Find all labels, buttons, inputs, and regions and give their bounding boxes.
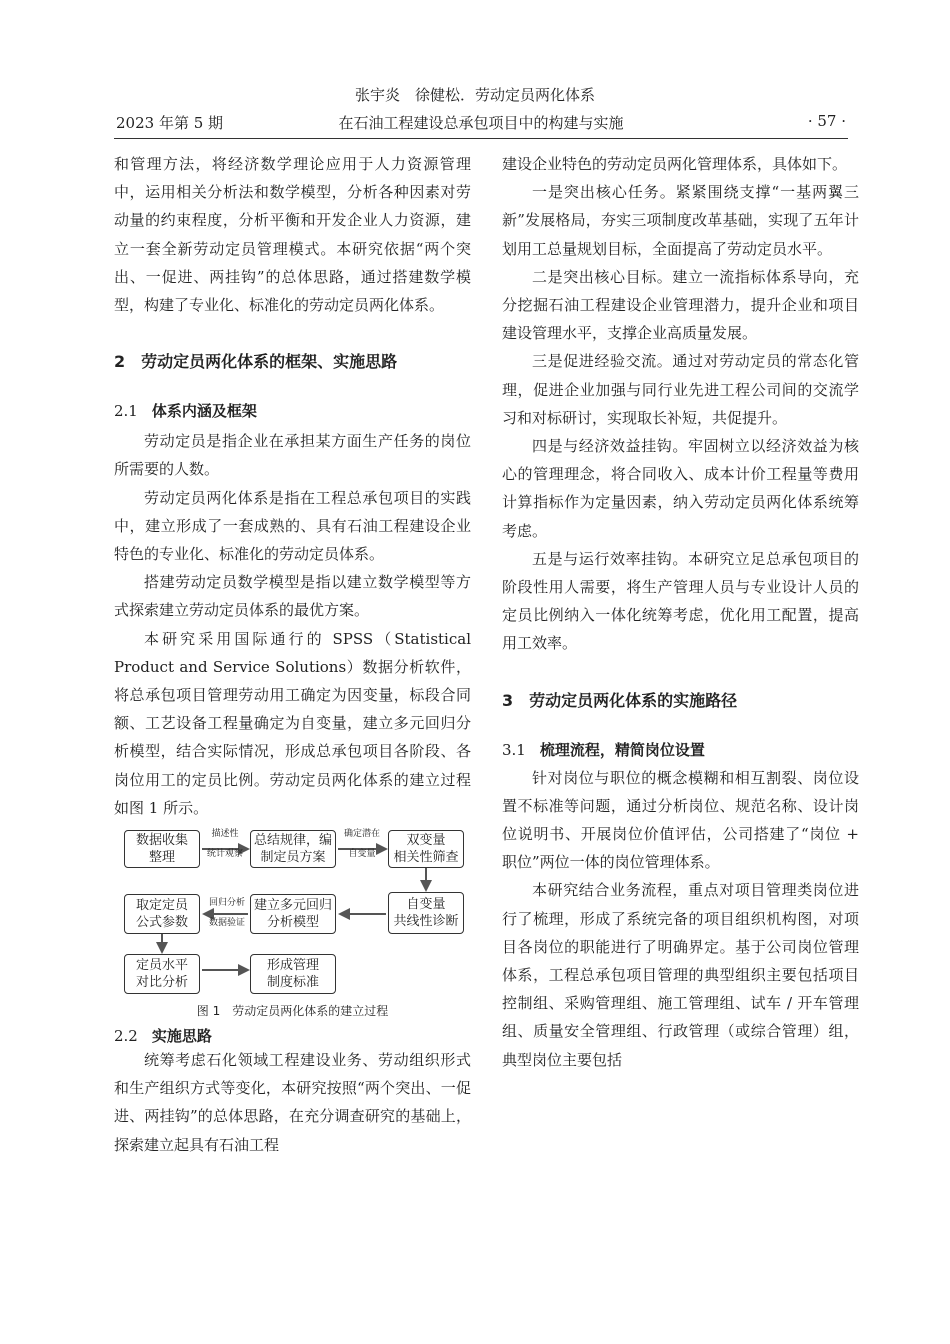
paragraph: 四是与经济效益挂钩。牢固树立以经济效益为核心的管理理念，将合同收入、成本计价工程量等费用计算指标作为定量因素，纳入劳动定员两化体系统筹考虑。 xyxy=(502,437,859,540)
figure-1-flowchart xyxy=(114,829,471,991)
flow-label: 描述性 统计观察 xyxy=(206,829,243,860)
section-heading-3: 3 劳动定员两化体系的实施路径 xyxy=(502,690,738,710)
running-header-authors: 张宇炎 徐健松．劳动定员两化体系 xyxy=(354,86,595,104)
flow-label: 确定潜在 自变量 xyxy=(343,829,380,860)
subsection-heading-2-1: 2.1 体系内涵及框架 xyxy=(114,402,257,421)
running-header xyxy=(116,112,846,134)
paragraph: 和管理方法，将经济数学理论应用于人力资源管理中，运用相关分析法和数学模型，分析各种因素对劳动量的约束程度，分析平衡和开发企业人力资源，建立一套全新劳动定员管理模式。本研究依据“两个突出、一促进、两挂钩”的总体思路，通过搭建数学模型，构建了专业化、标准化的劳动定员两化体系。 xyxy=(114,155,471,315)
paragraph: 建设企业特色的劳动定员两化管理体系，具体如下。 xyxy=(502,155,848,173)
paragraph: 三是促进经验交流。通过对劳动定员的常态化管理，促进企业加强与同行业先进工程公司间的交流学习和对标研讨，实现取长补短，共促提升。 xyxy=(502,352,859,427)
paragraph: 五是与运行效率挂钩。本研究立足总承包项目的阶段性用人需要，将生产管理人员与专业设计人员的定员比例纳入一体化统筹考虑，优化用工配置，提高用工效率。 xyxy=(502,549,859,653)
flow-label: 回归分析 数据验证 xyxy=(208,898,245,929)
paragraph: 二是突出核心目标。建立一流指标体系导向，充分挖掘石油工程建设企业管理潜力，提升企业和项目建设管理水平，支撑企业高质量发展。 xyxy=(502,267,859,343)
figure-caption: 图 1 劳动定员两化体系的建立过程 xyxy=(196,1004,389,1019)
page-number: · 57 · xyxy=(807,112,846,130)
left-column xyxy=(114,150,471,1159)
flow-box-level-comparison: 定员水平 对比分析 xyxy=(124,954,200,994)
running-title: 在石油工程建设总承包项目中的构建与实施 xyxy=(338,114,624,132)
issue-label: 2023 年第 5 期 xyxy=(116,114,224,132)
flow-box-formula-parameters: 取定定员 公式参数 xyxy=(124,894,200,934)
flow-box-management-standards: 形成管理 制度标准 xyxy=(250,954,336,994)
paragraph: 劳动定员两化体系是指在工程总承包项目的实践中，建立形成了一套成熟的、具有石油工程建设企业特色的专业化、标准化的劳动定员体系。 xyxy=(114,488,471,564)
paragraph: 本研究结合业务流程，重点对项目管理类岗位进行了梳理，形成了系统完备的项目组织机构图，对项目各岗位的职能进行了明确界定。基于公司岗位管理体系，工程总承包项目管理的典型组织主要包括项目控制组、采购管理组、施工管理组、试车 / 开车管理组、质量安全管理组、行政管理（或综合管理）组，典型岗位主要包括 xyxy=(502,881,859,1069)
paragraph: 统筹考虑石化领域工程建设业务、劳动组织形式和生产组织方式等变化，本研究按照“两个突出、一促进、两挂钩”的总体思路，在充分调查研究的基础上，探索建立起具有石油工程 xyxy=(114,1051,471,1154)
flow-box-data-collection: 数据收集 整理 xyxy=(124,830,200,868)
paragraph: 劳动定员是指企业在承担某方面生产任务的岗位所需要的人数。 xyxy=(114,432,471,479)
paragraph: 本研究采用国际通行的 SPSS（Statistical Product and Service Solutions）数据分析软件，将总承包项目管理劳动用工确定为因变量，标段合同额、工艺设备工程量确定为自变量，建立多元回归分析模型，结合实际情况，形成总承包项目各阶段、各岗位用工的定员比例。劳动定员两化体系的建立过程如图 1 所示。 xyxy=(114,629,471,817)
flow-box-regression-model: 建立多元回归 分析模型 xyxy=(250,894,336,934)
subsection-heading-3-1: 3.1 梳理流程，精简岗位设置 xyxy=(502,740,705,759)
paragraph: 针对岗位与职位的概念模糊和相互割裂、岗位设置不标准等问题，通过分析岗位、规范名称、设计岗位说明书、开展岗位价值评估，公司搭建了“岗位 + 职位”两位一体的岗位管理体系。 xyxy=(502,768,859,872)
flow-box-summarize-rules: 总结规律，编 制定员方案 xyxy=(250,830,336,868)
subsection-heading-2-2: 2.2 实施思路 xyxy=(114,1027,212,1046)
paragraph: 一是突出核心任务。紧紧围绕支撑“一基两翼三新”发展格局，夯实三项制度改革基础，实现了五年计划用工总量规划目标，全面提高了劳动定员水平。 xyxy=(502,183,859,258)
right-column xyxy=(502,150,859,1074)
flow-box-bivariate-screening: 双变量 相关性筛查 xyxy=(388,830,464,868)
header-rule xyxy=(114,138,848,139)
section-heading-2: 2 劳动定员两化体系的框架、实施思路 xyxy=(114,352,398,372)
flow-box-collinearity-diagnosis: 自变量 共线性诊断 xyxy=(388,892,464,934)
paragraph: 搭建劳动定员数学模型是指以建立数学模型等方式探索建立劳动定员体系的最优方案。 xyxy=(114,573,471,620)
